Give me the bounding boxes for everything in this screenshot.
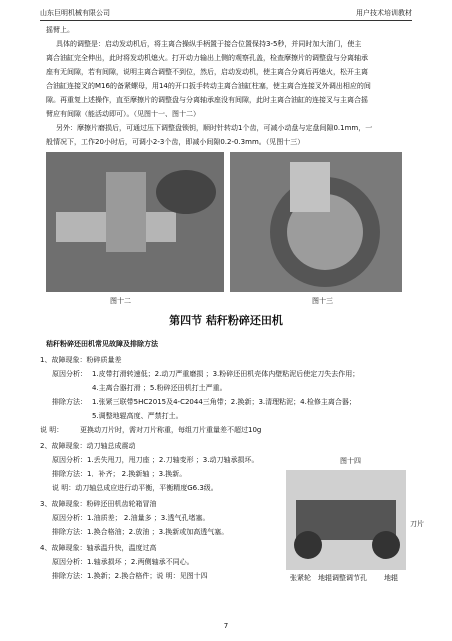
fault-4-cause: 原因分析：1.轴承损坏 ；2.两侧轴承不同心。: [52, 558, 194, 566]
photo-figure-12: [46, 152, 224, 292]
fault-4-fix: 排除方法：1.换新；2.换合格件；说 明：见图十四: [52, 572, 208, 580]
fault-1-fix-1: 1.张紧三联带5HC2015及4-C2044三角带；2.换新；3.清理粘泥；4.检修主离合器；: [92, 398, 356, 406]
figure-13-caption: 图十三: [312, 297, 333, 305]
fault-1-fix-label: 排除方法：: [52, 398, 87, 406]
fault-2-note: 说 明：动刀轴总成应进行动平衡，平衡精度G6.3级。: [52, 484, 218, 492]
text-line: 另外：摩擦片磨损后，可通过压下调整盘锁钥，顺时针转动1个齿，可减小动盘与定盘间隙0.1mm，一: [56, 124, 373, 132]
fault-1-cause-1: 1.皮带打滑转速低；2.动刀严重磨损 ；3.粉碎还田机壳体内壁粘泥后使定刀失去作用；: [92, 370, 360, 378]
text-line: 合油缸连接叉的M16的备紧螺母，用14的开口扳手转动主离合油缸柱塞，使主离合连接叉外调出相应的间: [46, 82, 371, 90]
photo-figure-13: [230, 152, 402, 292]
photo-figure-14: [286, 470, 406, 570]
text-line: 座有无间隙，若有间隙，说明主离合调整不到位，然后，启动发动机，使主离合分离后再熄火，松开主离: [46, 68, 368, 76]
section-title: 第四节 秸秆粉碎还田机: [169, 314, 283, 327]
page-header: [40, 6, 412, 21]
company-name: 山东巨明机械有限公司: [40, 9, 110, 17]
fault-1-cause-2: 4.主离合器打滑 ；5.粉碎还田机打土严重。: [92, 384, 227, 392]
figure-12-caption: 图十二: [110, 297, 131, 305]
text-line: 具体的调整是：启动发动机后，将主离合操纵手柄置于接合位置保持3-5秒，并同时加大油门，使主: [56, 40, 362, 48]
text-line: 隙。再重复上述操作，直至摩擦片的调整盘与分离轴承座没有间隙，此时主离合油缸的连接叉与主离合摇: [46, 96, 368, 104]
photo-figure-14-drawing: [286, 470, 406, 570]
fault-3-fix: 排除方法：1.换合格油；2.放油 ；3.换新或加高透气塞。: [52, 528, 229, 536]
photo-figure-12-drawing: [46, 152, 224, 292]
fault-1-note: 更换动刀片时，需对刀片称重，每组刀片重量差不超过10g: [80, 426, 262, 434]
label-blade: 刀片: [410, 520, 424, 528]
fault-3-title: 3、故障现象：粉碎还田机齿轮箱冒油: [40, 500, 157, 508]
text-line: 般情况下，工作20小时后，可调小2-3个齿，即减小间隙0.2-0.3mm。（见图十三）: [46, 138, 305, 146]
manual-title: 用户技术培训教材: [356, 9, 412, 17]
subsection-title: 秸秆粉碎还田机常见故障及排除方法: [46, 340, 158, 348]
fault-2-title: 2、故障现象：动刀轴总成震动: [40, 442, 136, 450]
fault-1-title: 1、故障现象：粉碎质量差: [40, 356, 122, 364]
fault-4-title: 4、故障现象：轴承温升快，温度过高: [40, 544, 157, 552]
fault-1-note-label: 说 明：: [40, 426, 64, 434]
text-line: 臂应有间隙（能活动即可）。（见图十一、图十二）: [46, 110, 200, 118]
fault-1-fix-2: 5.调整地辊高度、严禁打土。: [92, 412, 183, 420]
label-adjust-hole: 地辊调整调节孔: [318, 574, 367, 582]
photo-figure-13-drawing: [230, 152, 402, 292]
fault-2-fix: 排除方法：1．补齐； 2.换新轴 ；3.换新。: [52, 470, 187, 478]
label-tension: 张紧轮: [290, 574, 311, 582]
page-number: 7: [223, 622, 229, 630]
fault-2-cause: 原因分析：1.丢失甩刀，甩刀座 ；2.刀轴变形 ；3.动刀轴承损坏。: [52, 456, 259, 464]
text-line: 离合油缸完全伸出，此时将发动机熄火。打开动力输出上侧的观察孔盖，检查摩擦片的调整盘与分离轴承: [46, 54, 368, 62]
label-roller: 地辊: [384, 574, 398, 582]
text-line: 摇臂上。: [46, 26, 74, 34]
fault-1-cause-label: 原因分析：: [52, 370, 87, 378]
figure-14-caption: 图十四: [340, 457, 361, 465]
fault-3-cause: 原因分析：1.油质差； 2.油量多 ；3.透气孔堵塞。: [52, 514, 210, 522]
